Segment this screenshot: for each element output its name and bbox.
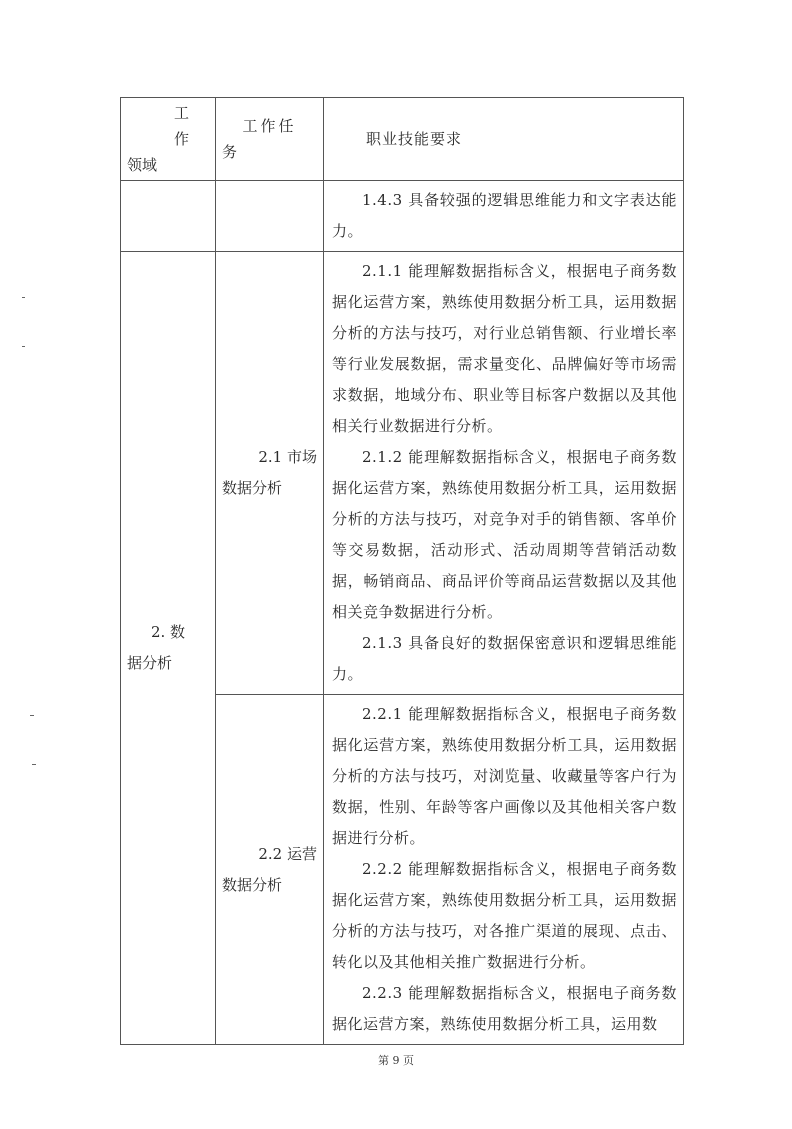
task-line1: 2.1 市场 [258, 448, 317, 466]
task-line1: 2.2 运营 [258, 844, 317, 863]
header-area-line1: 工 作 [173, 104, 207, 148]
header-work-task [216, 98, 324, 181]
task-market-data-analysis [216, 252, 324, 695]
work-area-data-analysis [121, 252, 216, 1045]
area-line1: 2. 数 [150, 623, 186, 641]
requirement-2-1-1: 2.1.1 能理解数据指标含义，根据电子商务数据化运营方案，熟练使用数据分析工具，运用数据分析的方法与技巧，对行业总销售额、行业增长率等行业发展数据，需求量变化、品牌偏好等市场需求数据，地域分布、职业等目标客户数据以及其他相关行业数据进行分析。 [332, 262, 677, 435]
area-line2: 据分析 [127, 654, 173, 672]
table-header-row [121, 98, 684, 181]
task-line2: 数据分析 [222, 875, 283, 894]
header-task-line2: 务 [222, 143, 238, 161]
requirement-2-2-2: 2.2.2 能理解数据指标含义，根据电子商务数据化运营方案，熟练使用数据分析工具，运用数据分析的方法与技巧，对各推广渠道的展现、点击、转化以及其他相关推广数据进行分析。 [332, 860, 677, 971]
empty-cell [216, 181, 324, 252]
scan-mark [30, 715, 34, 716]
requirement-2-2-3: 2.2.3 能理解数据指标含义，根据电子商务数据化运营方案，熟练使用数据分析工具，运用数 [332, 984, 677, 1033]
requirement-2-2-1: 2.2.1 能理解数据指标含义，根据电子商务数据化运营方案，熟练使用数据分析工具，运用数据分析的方法与技巧，对浏览量、收藏量等客户行为数据，性别、年龄等客户画像以及其他相关客户数据进行分析。 [332, 705, 677, 847]
requirement-2-1-3: 2.1.3 具备良好的数据保密意识和逻辑思维能力。 [332, 634, 677, 683]
skills-table [120, 97, 684, 1045]
empty-cell [121, 181, 216, 252]
requirement-cell [324, 252, 684, 695]
task-line2: 数据分析 [222, 479, 283, 497]
requirement-1-4-3: 1.4.3 具备较强的逻辑思维能力和文字表达能力。 [332, 191, 677, 240]
table-row [121, 181, 684, 252]
requirement-2-1-2: 2.1.2 能理解数据指标含义，根据电子商务数据化运营方案，熟练使用数据分析工具，运用数据分析的方法与技巧，对竞争对手的销售额、客单价等交易数据，活动形式、活动周期等营销活动数据，畅销商品、商品评价等商品运营数据以及其他相关竞争数据进行分析。 [332, 448, 677, 621]
header-requirements: 职业技能要求 [324, 98, 684, 181]
scan-mark [22, 297, 25, 298]
header-area-line2: 领域 [127, 156, 158, 174]
requirement-cell [324, 181, 684, 252]
scan-mark [32, 764, 36, 765]
task-operations-data-analysis [216, 695, 324, 1045]
header-task-line1: 工作任 [242, 117, 297, 135]
page-number: 第 9 页 [378, 1054, 414, 1067]
header-work-area [121, 98, 216, 181]
requirement-cell [324, 695, 684, 1045]
table-row [121, 252, 684, 695]
scan-mark [22, 346, 25, 347]
